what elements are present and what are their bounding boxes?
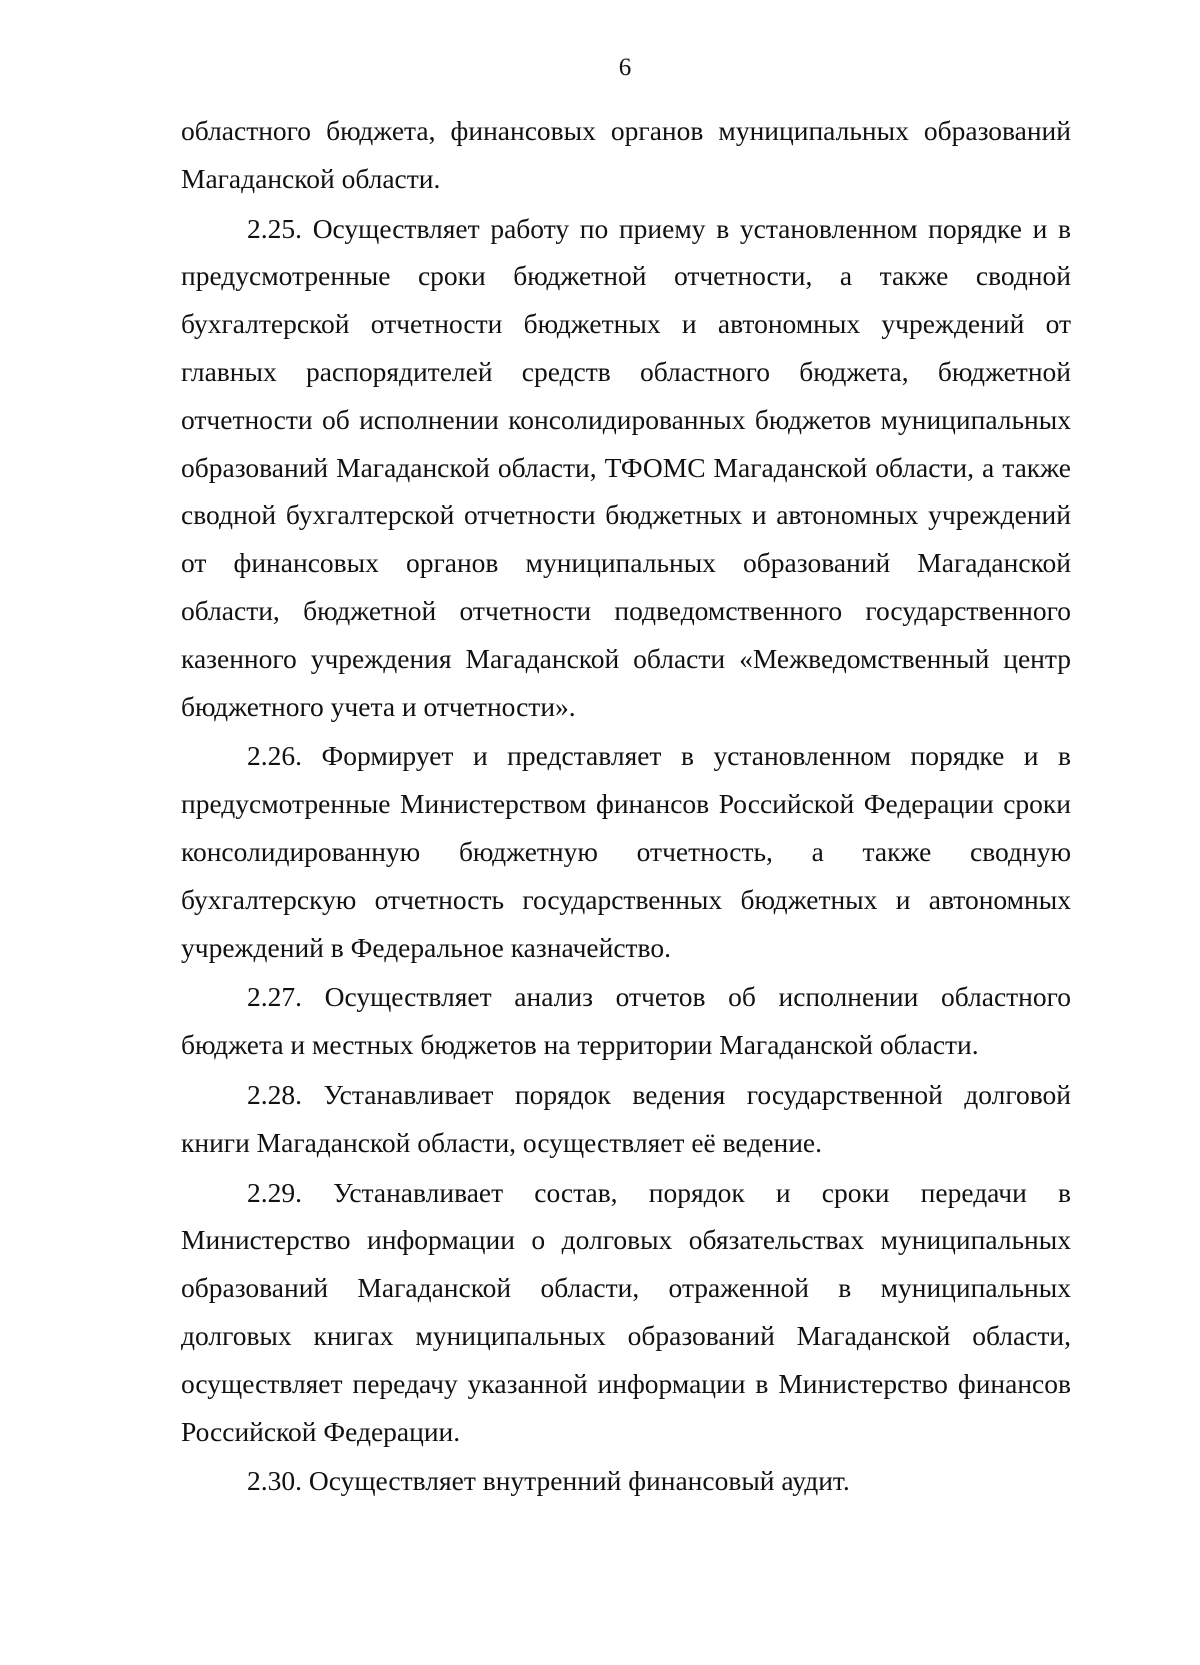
paragraph-2-27: 2.27. Осуществляет анализ отчетов об исполнении областного бюджета и местных бюджетов на территории Магаданской области. xyxy=(181,981,1071,1061)
document-body xyxy=(181,107,1071,1505)
paragraph-2-28: 2.28. Устанавливает порядок ведения государственной долговой книги Магаданской области, осуществляет её ведение. xyxy=(181,1078,1071,1158)
paragraph-2-29: 2.29. Устанавливает состав, порядок и сроки передачи в Министерство информации о долговых обязательствах муниципальных образований Магаданской области, отраженной в муниципальных долговых книгах муниципальных образований Магаданской области, осуществляет передачу указанной информации в Министерство финансов Российской Федерации. xyxy=(181,1176,1071,1447)
paragraph-2-30: 2.30. Осуществляет внутренний финансовый аудит. xyxy=(247,1465,850,1497)
paragraph-continuation: областного бюджета, финансовых органов муниципальных образований Магаданской области. xyxy=(181,115,1071,194)
paragraph-2-25: 2.25. Осуществляет работу по приему в установленном порядке и в предусмотренные сроки бюджетной отчетности, а также сводной бухгалтерской отчетности бюджетных и автономных учреждений от главных распорядителей средств областного бюджета, бюджетной отчетности об исполнении консолидированных бюджетов муниципальных образований Магаданской области, ТФОМС Магаданской области, а также сводной бухгалтерской отчетности бюджетных и автономных учреждений от финансовых органов муниципальных образований Магаданской области, бюджетной отчетности подведомственного государственного казенного учреждения Магаданской области «Межведомственный центр бюджетного учета и отчетности». xyxy=(181,212,1071,722)
page-number: 6 xyxy=(618,54,632,81)
paragraph-2-26: 2.26. Формирует и представляет в установленном порядке и в предусмотренные Министерством финансов Российской Федерации сроки консолидированную бюджетную отчетность, а также сводную бухгалтерскую отчетность государственных бюджетных и автономных учреждений в Федеральное казначейство. xyxy=(181,740,1071,963)
